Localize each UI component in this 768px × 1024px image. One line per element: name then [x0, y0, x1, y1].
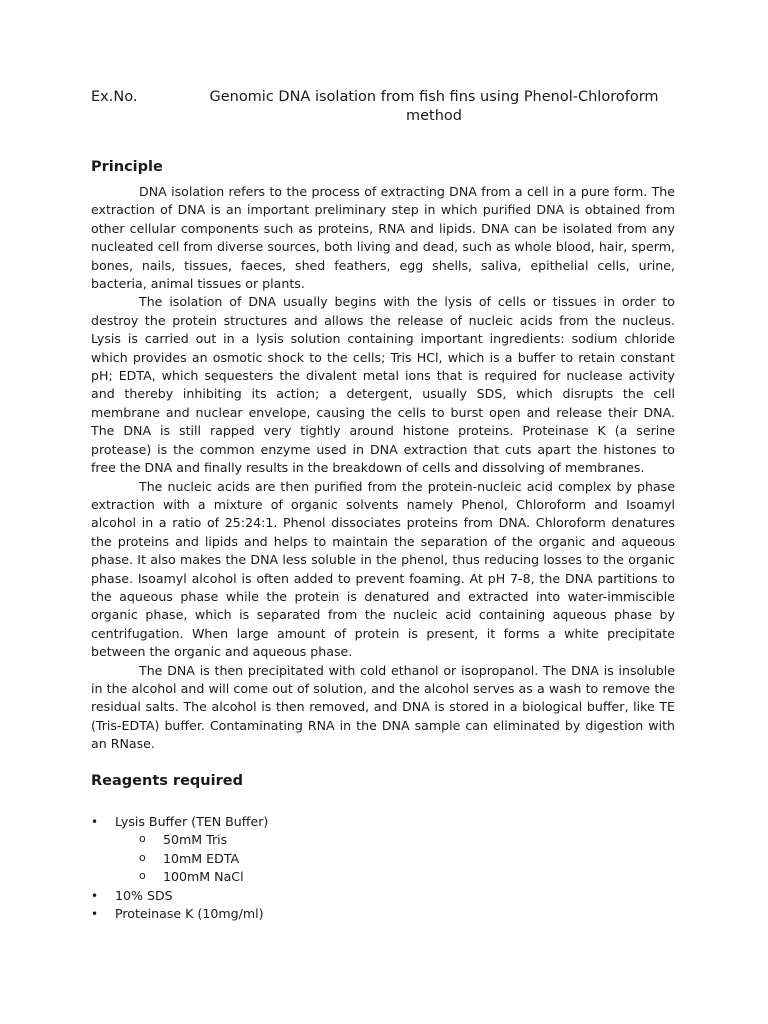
principle-heading: Principle	[91, 159, 163, 175]
component-label: 50mM Tris	[163, 832, 228, 848]
bullet-icon: •	[91, 815, 99, 829]
reagents-list	[91, 813, 591, 923]
exercise-number-label: Ex.No.	[91, 89, 138, 105]
principle-paragraph-1: DNA isolation refers to the process of extracting DNA from a cell in a pure form. The extraction of DNA is an important preliminary step in which purified DNA is obtained from other cellular components such as proteins, RNA and lipids. DNA can be isolated from any nucleated cell from diverse sources, both living and dead, such as whole blood, hair, sperm, bones, nails, tissues, faeces, shed feathers, egg shells, saliva, epithelial cells, urine, bacteria, animal tissues or plants.	[91, 184, 675, 292]
circle-bullet-icon: o	[139, 832, 146, 846]
reagent-item-lysis-buffer	[91, 813, 591, 887]
principle-paragraph-2: The isolation of DNA usually begins with the lysis of cells or tissues in order to destroy the protein structures and allows the release of nucleic acids from the nucleus. Lysis is carried out in a lysis solution containing important ingredients: sodium chloride which provides an osmotic shock to the cells; Tris HCl, which is a buffer to retain constant pH; EDTA, which sequesters the divalent metal ions that is required for nuclease activity and thereby inhibiting its action; a detergent, usually SDS, which disrupts the cell membrane and nuclear envelope, causing the cells to burst open and release their DNA. The DNA is still rapped very tightly around histone proteins. Proteinase K (a serine protease) is the common enzyme used in DNA extraction that cuts apart the histones to free the DNA and finally results in the breakdown of cells and dissolving of membranes.	[91, 294, 675, 476]
reagents-heading: Reagents required	[91, 773, 243, 789]
circle-bullet-icon: o	[139, 869, 146, 883]
principle-body	[91, 183, 675, 754]
reagents-list-container	[91, 813, 591, 923]
circle-bullet-icon: o	[139, 850, 146, 864]
component-item-tris	[139, 831, 591, 849]
component-label: 10mM EDTA	[163, 850, 240, 866]
reagent-label: 10% SDS	[115, 887, 173, 903]
component-label: 100mM NaCl	[163, 869, 244, 885]
reagent-item-sds	[91, 887, 591, 905]
bullet-icon: •	[91, 907, 99, 922]
component-item-edta	[139, 850, 591, 868]
reagent-item-proteinase-k	[91, 905, 591, 923]
bullet-icon: •	[91, 888, 99, 903]
lysis-buffer-components	[115, 831, 591, 886]
principle-paragraph-3: The nucleic acids are then purified from the protein-nucleic acid complex by phase extraction with a mixture of organic solvents namely Phenol, Chloroform and Isoamyl alcohol in a ratio of 25:24:1. Phenol dissociates proteins from DNA. Chloroform denatures the proteins and lipids and helps to maintain the separation of the organic and aqueous phase. It also makes the DNA less soluble in the phenol, thus reducing losses to the organic phase. Isoamyl alcohol is often added to prevent foaming. At pH 7-8, the DNA partitions to the aqueous phase while the protein is denatured and extracted into water-immiscible organic phase, which is separated from the nucleic acid containing aqueous phase by centrifugation. When large amount of protein is present, it forms a white precipitate between the organic and aqueous phase.	[91, 478, 675, 660]
document-title: Genomic DNA isolation from fish fins using Phenol-Chloroform method	[209, 89, 659, 124]
principle-paragraph-4: The DNA is then precipitated with cold ethanol or isopropanol. The DNA is insoluble in the alcohol and will come out of solution, and the alcohol serves as a wash to remove the residual salts. The alcohol is then removed, and DNA is stored in a biological buffer, like TE (Tris-EDTA) buffer. Contaminating RNA in the DNA sample can eliminated by digestion with an RNase.	[91, 662, 675, 752]
component-item-nacl	[139, 868, 591, 886]
reagent-label: Lysis Buffer (TEN Buffer)	[115, 814, 269, 829]
reagent-label: Proteinase K (10mg/ml)	[115, 906, 264, 922]
